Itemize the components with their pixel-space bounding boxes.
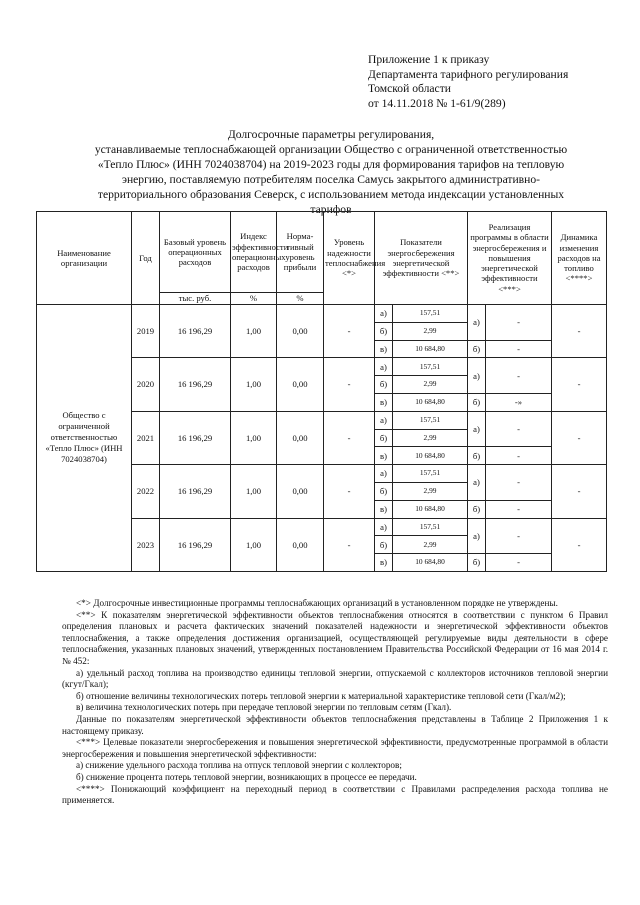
indicator-b-label: б)	[375, 482, 393, 500]
footnote-2a: а) удельный расход топлива на производство единицы тепловой энергии, отпускаемой с коллекторов источников тепловой энергии (кгут/Гкал);	[62, 667, 608, 690]
indicator-b-label: б)	[375, 376, 393, 394]
footnote-4: <****> Понижающий коэффициент на переходный период в соответствии с Правилами распределения расхода топлива не применяется.	[62, 783, 608, 806]
base-opex-cell: 16 196,29	[160, 518, 231, 571]
base-opex-cell: 16 196,29	[160, 411, 231, 464]
program-b-label: б)	[468, 447, 486, 465]
indicator-b-label: б)	[375, 322, 393, 340]
indicator-c-value: 10 684,80	[393, 393, 468, 411]
fuel-dynamics-cell: -	[552, 305, 607, 358]
program-a-value: -	[486, 465, 552, 501]
header-reliability: Уровень надежности теплоснабжения <*>	[324, 212, 375, 305]
reliability-cell: -	[324, 411, 375, 464]
header-energy-program: Реализация программы в области энергосбережения и повышения энергетической эффективности <***>	[468, 212, 552, 305]
base-opex-cell: 16 196,29	[160, 465, 231, 518]
title-line: тарифов	[310, 203, 352, 217]
fuel-dynamics-cell: -	[552, 518, 607, 571]
program-a-label: а)	[468, 305, 486, 341]
program-a-value: -	[486, 305, 552, 341]
footnote-2-data: Данные по показателям энергетической эффективности объектов теплоснабжения представлены в Таблице 2 Приложения 1 к настоящему приказу.	[62, 713, 608, 736]
title-line: территориального образования Северск, с использованием метода индексации установленных	[97, 188, 565, 202]
indicator-a-label: а)	[375, 465, 393, 483]
appendix-line: от 14.11.2018 № 1-61/9(289)	[368, 96, 506, 110]
indicator-b-label: б)	[375, 429, 393, 447]
indicator-b-value: 2,99	[393, 376, 468, 394]
program-b-label: б)	[468, 340, 486, 358]
indicator-a-value: 157,51	[393, 411, 468, 429]
year-cell: 2023	[132, 518, 160, 571]
normative-profit-cell: 0,00	[277, 411, 324, 464]
indicator-c-label: в)	[375, 447, 393, 465]
normative-profit-cell: 0,00	[277, 518, 324, 571]
program-b-value: -	[486, 340, 552, 358]
footnote-3b: б) снижение процента потерь тепловой энергии, возникающих в процессе ее передачи.	[76, 771, 417, 782]
fuel-dynamics-cell: -	[552, 465, 607, 518]
indicator-b-label: б)	[375, 536, 393, 554]
program-b-value: -	[486, 447, 552, 465]
indicator-a-label: а)	[375, 305, 393, 323]
program-b-value: -	[486, 554, 552, 572]
reliability-cell: -	[324, 518, 375, 571]
year-cell: 2021	[132, 411, 160, 464]
footnotes	[62, 598, 608, 807]
efficiency-index-cell: 1,00	[231, 305, 277, 358]
indicator-a-value: 157,51	[393, 518, 468, 536]
indicator-b-value: 2,99	[393, 536, 468, 554]
footnote-2c: в) величина технологических потерь при передаче тепловой энергии по тепловым сетям (Гкал).	[76, 702, 452, 713]
program-b-label: б)	[468, 554, 486, 572]
indicator-c-value: 10 684,80	[393, 340, 468, 358]
program-b-label: б)	[468, 500, 486, 518]
indicator-b-value: 2,99	[393, 429, 468, 447]
program-a-label: а)	[468, 358, 486, 394]
efficiency-index-cell: 1,00	[231, 411, 277, 464]
efficiency-index-cell: 1,00	[231, 358, 277, 411]
appendix-line: Департамента тарифного регулирования	[368, 67, 569, 81]
indicator-c-label: в)	[375, 500, 393, 518]
header-org: Наименование организации	[37, 212, 132, 305]
appendix-line: Томской области	[368, 82, 451, 96]
header-base-opex: Базовый уровень операционных расходов	[160, 212, 231, 293]
indicator-c-label: в)	[375, 554, 393, 572]
header-efficiency-index: Индекс эффективности операционных расходов	[231, 212, 277, 293]
footnote-3: <***> Целевые показатели энергосбережения и повышения энергетической эффективности, предусмотренные программой в области энергосбережения и повышения энергетической эффективности:	[62, 737, 608, 759]
program-a-label: а)	[468, 518, 486, 554]
indicator-a-label: а)	[375, 358, 393, 376]
program-a-label: а)	[468, 465, 486, 501]
base-opex-cell: 16 196,29	[160, 358, 231, 411]
footnote-3a: а) снижение удельного расхода топлива на отпуск тепловой энергии с коллекторов;	[76, 760, 402, 771]
regulation-parameters-table	[36, 211, 607, 572]
efficiency-index-cell: 1,00	[231, 518, 277, 571]
indicator-a-label: а)	[375, 411, 393, 429]
appendix-header	[368, 53, 568, 111]
year-cell: 2019	[132, 305, 160, 358]
indicator-a-value: 157,51	[393, 465, 468, 483]
title-line: устанавливаемые теплоснабжающей организации Общество с ограниченной ответственностью	[94, 143, 568, 157]
footnote-2: <**> К показателям энергетической эффективности объектов теплоснабжения относятся в соответствии с пунктом 6 Правил определения плановых и расчета фактических значений показателей надежности и энергетической эффективности объектов теплоснабжения, а также определения достижения организацией, осуществляющей регулируемые виды деятельности в сфере теплоснабжения, указанных плановых значений, утвержденных постановлением Правительства Российской Федерации от 16 мая 2014 г. № 452:	[62, 609, 608, 666]
unit-efficiency-index: %	[231, 293, 277, 305]
indicator-a-value: 157,51	[393, 305, 468, 323]
normative-profit-cell: 0,00	[277, 465, 324, 518]
header-energy-efficiency: Показатели энергосбережения энергетической эффективности <**>	[375, 212, 468, 305]
org-name-cell: Общество с ограниченной ответственностью «Тепло Плюс» (ИНН 7024038704)	[37, 305, 132, 572]
header-year: Год	[132, 212, 160, 305]
appendix-line: Приложение 1 к приказу	[368, 53, 490, 66]
fuel-dynamics-cell: -	[552, 358, 607, 411]
indicator-c-label: в)	[375, 340, 393, 358]
program-a-value: -	[486, 358, 552, 394]
program-a-value: -	[486, 518, 552, 554]
indicator-c-value: 10 684,80	[393, 554, 468, 572]
header-normative-profit: Норма-тивный уровень прибыли	[277, 212, 324, 293]
unit-normative-profit: %	[277, 293, 324, 305]
title-line: «Тепло Плюс» (ИНН 7024038704) на 2019-2023 годы для формирования тарифов на тепловую	[97, 158, 565, 172]
indicator-b-value: 2,99	[393, 482, 468, 500]
fuel-dynamics-cell: -	[552, 411, 607, 464]
year-cell: 2020	[132, 358, 160, 411]
efficiency-index-cell: 1,00	[231, 465, 277, 518]
indicator-c-label: в)	[375, 393, 393, 411]
footnote-2b: б) отношение величины технологических потерь тепловой энергии к материальной характеристике тепловой сети (Гкал/м2);	[76, 690, 566, 701]
title-line: Долгосрочные параметры регулирования,	[227, 128, 435, 141]
reliability-cell: -	[324, 358, 375, 411]
table-row	[37, 305, 607, 323]
footnote-1: <*> Долгосрочные инвестиционные программы теплоснабжающих организаций в установленном порядке не утверждены.	[76, 598, 558, 608]
indicator-c-value: 10 684,80	[393, 500, 468, 518]
reliability-cell: -	[324, 305, 375, 358]
indicator-c-value: 10 684,80	[393, 447, 468, 465]
program-b-label: б)	[468, 393, 486, 411]
indicator-a-value: 157,51	[393, 358, 468, 376]
program-a-label: а)	[468, 411, 486, 447]
indicator-a-label: а)	[375, 518, 393, 536]
header-fuel-dynamics: Динамика изменения расходов на топливо <****>	[552, 212, 607, 305]
program-a-value: -	[486, 411, 552, 447]
title-line: энергию, поставляемую потребителям поселка Самусь закрытого административно-	[121, 173, 541, 187]
document-title	[44, 127, 618, 218]
normative-profit-cell: 0,00	[277, 358, 324, 411]
reliability-cell: -	[324, 465, 375, 518]
base-opex-cell: 16 196,29	[160, 305, 231, 358]
year-cell: 2022	[132, 465, 160, 518]
normative-profit-cell: 0,00	[277, 305, 324, 358]
program-b-value: -	[486, 500, 552, 518]
program-b-value: -»	[486, 393, 552, 411]
unit-base-opex: тыс. руб.	[160, 293, 231, 305]
indicator-b-value: 2,99	[393, 322, 468, 340]
